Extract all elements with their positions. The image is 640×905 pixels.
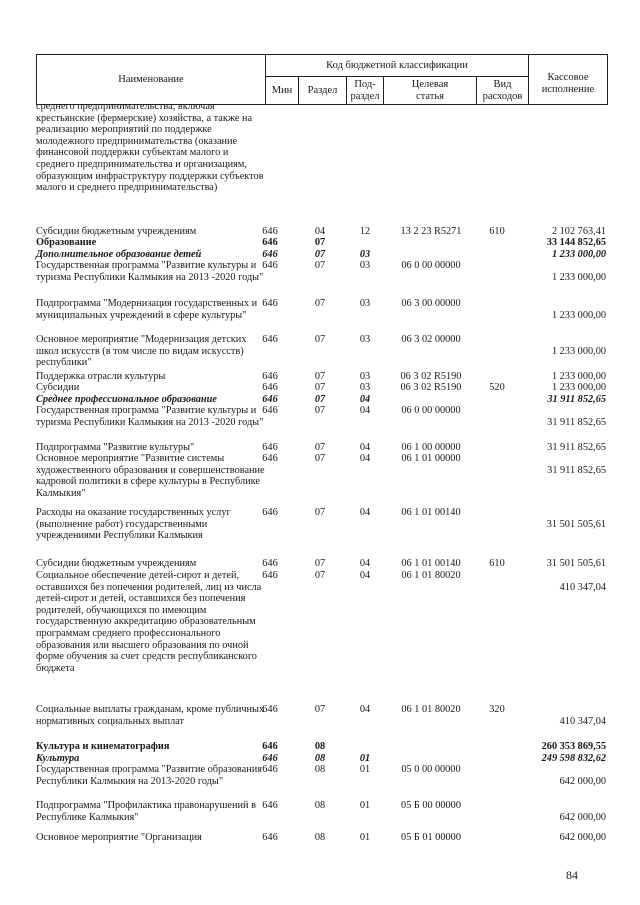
row-r: 07 [314, 405, 326, 416]
row-pr: 03 [359, 260, 371, 271]
row-name: Культура и кинематография [36, 741, 170, 752]
row-min: 646 [262, 371, 278, 382]
row-amt: 31 911 852,65 [547, 442, 606, 453]
row-amt: 31 501 505,61 [546, 558, 606, 569]
row-amt: 1 233 000,00 [551, 310, 606, 321]
row-amt: 642 000,00 [559, 832, 606, 843]
row-pr: 03 [359, 334, 371, 345]
row-vr: 610 [489, 226, 505, 237]
row-name: Поддержка отрасли культуры [36, 371, 166, 382]
row-r: 07 [314, 382, 326, 393]
row-name: среднего предпринимательства, включая крестьянские (фермерские) хозяйства, а также на реализацию мероприятий по поддержке молодежного предпринимательства (оказание финансовой поддержки субъектам малого и среднего предпринимательства и организациям, образующим инфраструктуру поддержки субъектов малого и среднего предпринимательства) [36, 101, 264, 194]
header-min: Мин [271, 85, 293, 96]
row-name: Субсидии бюджетным учреждениям [36, 226, 197, 237]
row-min: 646 [262, 800, 278, 811]
row-pr: 01 [359, 753, 371, 764]
header-razdel: Раздел [307, 85, 338, 96]
row-amt: 1 233 000,00 [551, 272, 606, 283]
row-amt: 260 353 869,55 [541, 741, 606, 752]
row-min: 646 [262, 442, 278, 453]
row-pr: 01 [359, 764, 371, 775]
header-vid-text: Вид расходов [482, 79, 523, 102]
row-min: 646 [262, 237, 278, 248]
row-r: 07 [314, 570, 326, 581]
row-name: Дополнительное образование детей [36, 249, 202, 260]
row-r: 07 [314, 558, 326, 569]
row-min: 646 [262, 764, 278, 775]
row-r: 07 [314, 394, 326, 405]
row-cs: 05 0 00 00000 [401, 764, 461, 775]
row-amt: 1 233 000,00 [551, 371, 606, 382]
row-min: 646 [262, 832, 278, 843]
row-r: 07 [314, 371, 326, 382]
row-name: Подпрограмма "Профилактика правонарушений в Республике Калмыкия" [36, 800, 256, 823]
row-name: Культура [36, 753, 80, 764]
row-min: 646 [262, 507, 278, 518]
header-name: Наименование [118, 74, 184, 85]
row-cs: 06 1 00 00000 [401, 442, 461, 453]
row-amt: 410 347,04 [559, 716, 606, 727]
row-amt: 31 911 852,65 [547, 417, 606, 428]
row-min: 646 [262, 405, 278, 416]
page-number: 84 [566, 868, 578, 882]
row-min: 646 [262, 704, 278, 715]
header-code-group: Код бюджетной классификации [326, 60, 468, 71]
row-pr: 04 [359, 570, 371, 581]
row-pr: 03 [359, 382, 371, 393]
row-name: Образование [36, 237, 97, 248]
row-cs: 06 3 02 R5190 [400, 382, 462, 393]
row-amt: 410 347,04 [559, 582, 606, 593]
row-r: 08 [314, 832, 326, 843]
row-r: 07 [314, 507, 326, 518]
row-min: 646 [262, 394, 278, 405]
row-cs: 06 1 01 80020 [401, 570, 461, 581]
row-min: 646 [262, 382, 278, 393]
row-r: 07 [314, 704, 326, 715]
row-name: Подпрограмма "Модернизация государственных и муниципальных учреждений в сфере культуры" [36, 298, 258, 321]
row-min: 646 [262, 298, 278, 309]
row-amt: 31 911 852,65 [547, 465, 606, 476]
header-amount-text: Кассовое исполнение [541, 72, 595, 95]
row-r: 07 [314, 260, 326, 271]
row-r: 04 [314, 226, 326, 237]
header-podrazdel-text: Под- раздел [350, 79, 380, 102]
row-name: Государственная программа "Развитие культуры и туризма Республики Калмыкия на 2013 -2020 годы" [36, 260, 264, 283]
row-pr: 12 [359, 226, 371, 237]
row-amt: 1 233 000,00 [551, 346, 606, 357]
row-name: Основное мероприятие "Развитие системы художественного образования и совершенствование кадровой политики в сфере культуры в Республике Калмыкия" [36, 453, 265, 499]
row-min: 646 [262, 260, 278, 271]
row-r: 07 [314, 298, 326, 309]
row-amt: 249 598 832,62 [541, 753, 606, 764]
row-name: Основное мероприятие "Модернизация детских школ искусств (в том числе по видам искусств) республики" [36, 334, 247, 369]
row-min: 646 [262, 558, 278, 569]
row-r: 08 [314, 764, 326, 775]
row-name: Государственная программа "Развитие культуры и туризма Республики Калмыкия на 2013 -2020 годы" [36, 405, 264, 428]
row-name: Основное мероприятие "Организация [36, 832, 202, 843]
row-amt: 642 000,00 [559, 812, 606, 823]
row-min: 646 [262, 753, 278, 764]
row-name: Государственная программа "Развитие образования Республики Калмыкия на 2013-2020 годы" [36, 764, 262, 787]
row-name: Подпрограмма "Развитие культуры" [36, 442, 195, 453]
row-cs: 06 0 00 00000 [401, 405, 461, 416]
row-min: 646 [262, 334, 278, 345]
row-min: 646 [262, 570, 278, 581]
row-cs: 06 1 01 00140 [401, 558, 461, 569]
row-cs: 13 2 23 R5271 [400, 226, 462, 237]
row-vr: 520 [489, 382, 505, 393]
row-pr: 04 [359, 394, 371, 405]
row-name: Субсидии [36, 382, 80, 393]
row-pr: 04 [359, 453, 371, 464]
row-min: 646 [262, 226, 278, 237]
row-cs: 06 0 00 00000 [401, 260, 461, 271]
row-vr: 610 [489, 558, 505, 569]
row-pr: 04 [359, 558, 371, 569]
row-cs: 06 3 00 00000 [401, 298, 461, 309]
row-r: 07 [314, 442, 326, 453]
row-pr: 01 [359, 800, 371, 811]
row-name: Социальные выплаты гражданам, кроме публичных нормативных социальных выплат [36, 704, 265, 727]
row-pr: 04 [359, 442, 371, 453]
row-name: Среднее профессиональное образование [36, 394, 217, 405]
row-cs: 05 Б 01 00000 [401, 832, 461, 843]
row-cs: 06 1 01 80020 [401, 704, 461, 715]
row-pr: 03 [359, 249, 371, 260]
row-r: 07 [314, 453, 326, 464]
row-amt: 1 233 000,00 [551, 249, 606, 260]
row-amt: 1 233 000,00 [551, 382, 606, 393]
row-r: 07 [314, 334, 326, 345]
row-name: Расходы на оказание государственных услуг (выполнение работ) государственными учреждениями Республики Калмыкия [36, 507, 231, 542]
row-amt: 33 144 852,65 [546, 237, 606, 248]
row-r: 08 [314, 800, 326, 811]
row-pr: 04 [359, 704, 371, 715]
row-amt: 642 000,00 [559, 776, 606, 787]
row-pr: 03 [359, 298, 371, 309]
row-r: 07 [314, 237, 326, 248]
row-cs: 06 3 02 R5190 [400, 371, 462, 382]
row-min: 646 [262, 741, 278, 752]
row-amt: 31 501 505,61 [546, 519, 606, 530]
row-amt: 31 911 852,65 [547, 394, 606, 405]
row-r: 08 [314, 741, 326, 752]
row-cs: 06 3 02 00000 [401, 334, 461, 345]
row-cs: 06 1 01 00140 [401, 507, 461, 518]
header-target-text: Целевая статья [411, 79, 449, 102]
row-r: 07 [314, 249, 326, 260]
row-name: Субсидии бюджетным учреждениям [36, 558, 197, 569]
row-name: Социальное обеспечение детей-сирот и детей, оставшихся без попечения родителей, лиц из числа детей-сирот и детей, оставшихся без попечения родителей, обучающихся по имеющим государственную аккредитацию образовательным программам среднего профессионального образования или высшего образования по очной форме обучения за счет средств республиканского бюджета [36, 570, 262, 674]
row-pr: 01 [359, 832, 371, 843]
row-pr: 03 [359, 371, 371, 382]
row-min: 646 [262, 453, 278, 464]
row-cs: 06 1 01 00000 [401, 453, 461, 464]
row-cs: 05 Б 00 00000 [401, 800, 461, 811]
row-r: 08 [314, 753, 326, 764]
row-pr: 04 [359, 507, 371, 518]
row-amt: 2 102 763,41 [551, 226, 606, 237]
row-pr: 04 [359, 405, 371, 416]
row-vr: 320 [489, 704, 505, 715]
row-min: 646 [262, 249, 278, 260]
